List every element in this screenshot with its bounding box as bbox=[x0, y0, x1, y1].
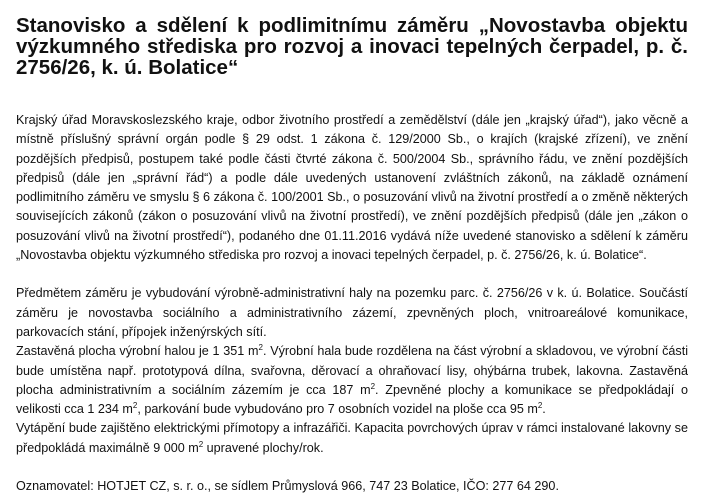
superscript-2: 2 bbox=[198, 439, 204, 449]
heating-text-1: Vytápění bude zajištěno elektrickými přímotopy a infrazářiči. Kapacita povrchových úprav v rámci instalované lakovny se předpokládá maximálně 9 000 m bbox=[16, 421, 688, 455]
notifier-line: Oznamovatel: HOTJET CZ, s. r. o., se sídlem Průmyslová 966, 747 23 Bolatice, IČO: 277 64 290. bbox=[16, 479, 559, 494]
area-text-1: Zastavěná plocha výrobní halou je 1 351 m bbox=[16, 344, 259, 359]
subject-paragraph: Předmětem záměru je vybudování výrobně-administrativní haly na pozemku parc. č. 2756/26 v k. ú. Bolatice. Součástí záměru je novostavba sociálního a administrativního zázemí, zpevněných ploch, vnitroareálové komunikace, parkovacích stání, přípojek inženýrských sítí. bbox=[16, 286, 688, 339]
superscript-2: 2 bbox=[132, 401, 138, 411]
area-paragraph bbox=[16, 342, 688, 419]
superscript-2: 2 bbox=[258, 343, 263, 353]
superscript-2: 2 bbox=[537, 401, 543, 411]
heating-paragraph bbox=[16, 419, 688, 458]
document-page bbox=[16, 0, 688, 496]
area-text-5: . bbox=[542, 402, 546, 417]
area-text-2: . Výrobní hala bude rozdělena na část výrobní a skladovou, ve výrobní části bude umístěna např. prototypová dílna, svařovna, děrovací a ohraňovací lisy, ohýbárna trubek, lakovna. Zastavěná plocha administrativním a sociálním zázemím je cca 187 m bbox=[16, 344, 688, 397]
heating-text-2: upravené plochy/rok. bbox=[203, 440, 324, 455]
area-text-3: . Zpevněné plochy a komunikace se předpokládají o velikosti cca 1 234 m bbox=[16, 382, 688, 417]
superscript-2: 2 bbox=[370, 381, 376, 391]
area-text-4: , parkování bude vybudováno pro 7 osobních vozidel na ploše cca 95 m bbox=[137, 402, 538, 417]
document-title: Stanovisko a sdělení k podlimitnímu záměru „Novostavba objektu výzkumného střediska pro rozvoj a inovaci tepelných čerpadel, p. č. 2756/26, k. ú. Bolatice“ bbox=[16, 14, 688, 79]
intro-paragraph: Krajský úřad Moravskoslezského kraje, odbor životního prostředí a zemědělství (dále jen „krajský úřad“), jako věcně a místně příslušný správní orgán podle § 29 odst. 1 zákona č. 129/2000 Sb., o krajích (krajské zřízení), ve znění pozdějších předpisů, postupem také podle části čtvrté zákona č. 500/2004 Sb., správního řádu, ve znění pozdějších předpisů (dále jen „správní řád“) a podle dále uvedených ustanovení zvláštních zákonů, na základě oznámení podlimitního záměru ve smyslu § 6 zákona č. 100/2001 Sb., o posuzování vlivů na životní prostředí a o změně některých souvisejících zákonů (zákon o posuzování vlivů na životní prostředí), ve znění pozdějších předpisů (dále jen „zákon o posuzování vlivů na životní prostředí“), podaného dne 01.11.2016 vydává níže uvedené stanovisko a sdělení k záměru „Novostavba objektu výzkumného střediska pro rozvoj a inovaci tepelných čerpadel, p. č. 2756/26, k. ú. Bolatice“. bbox=[16, 113, 688, 263]
